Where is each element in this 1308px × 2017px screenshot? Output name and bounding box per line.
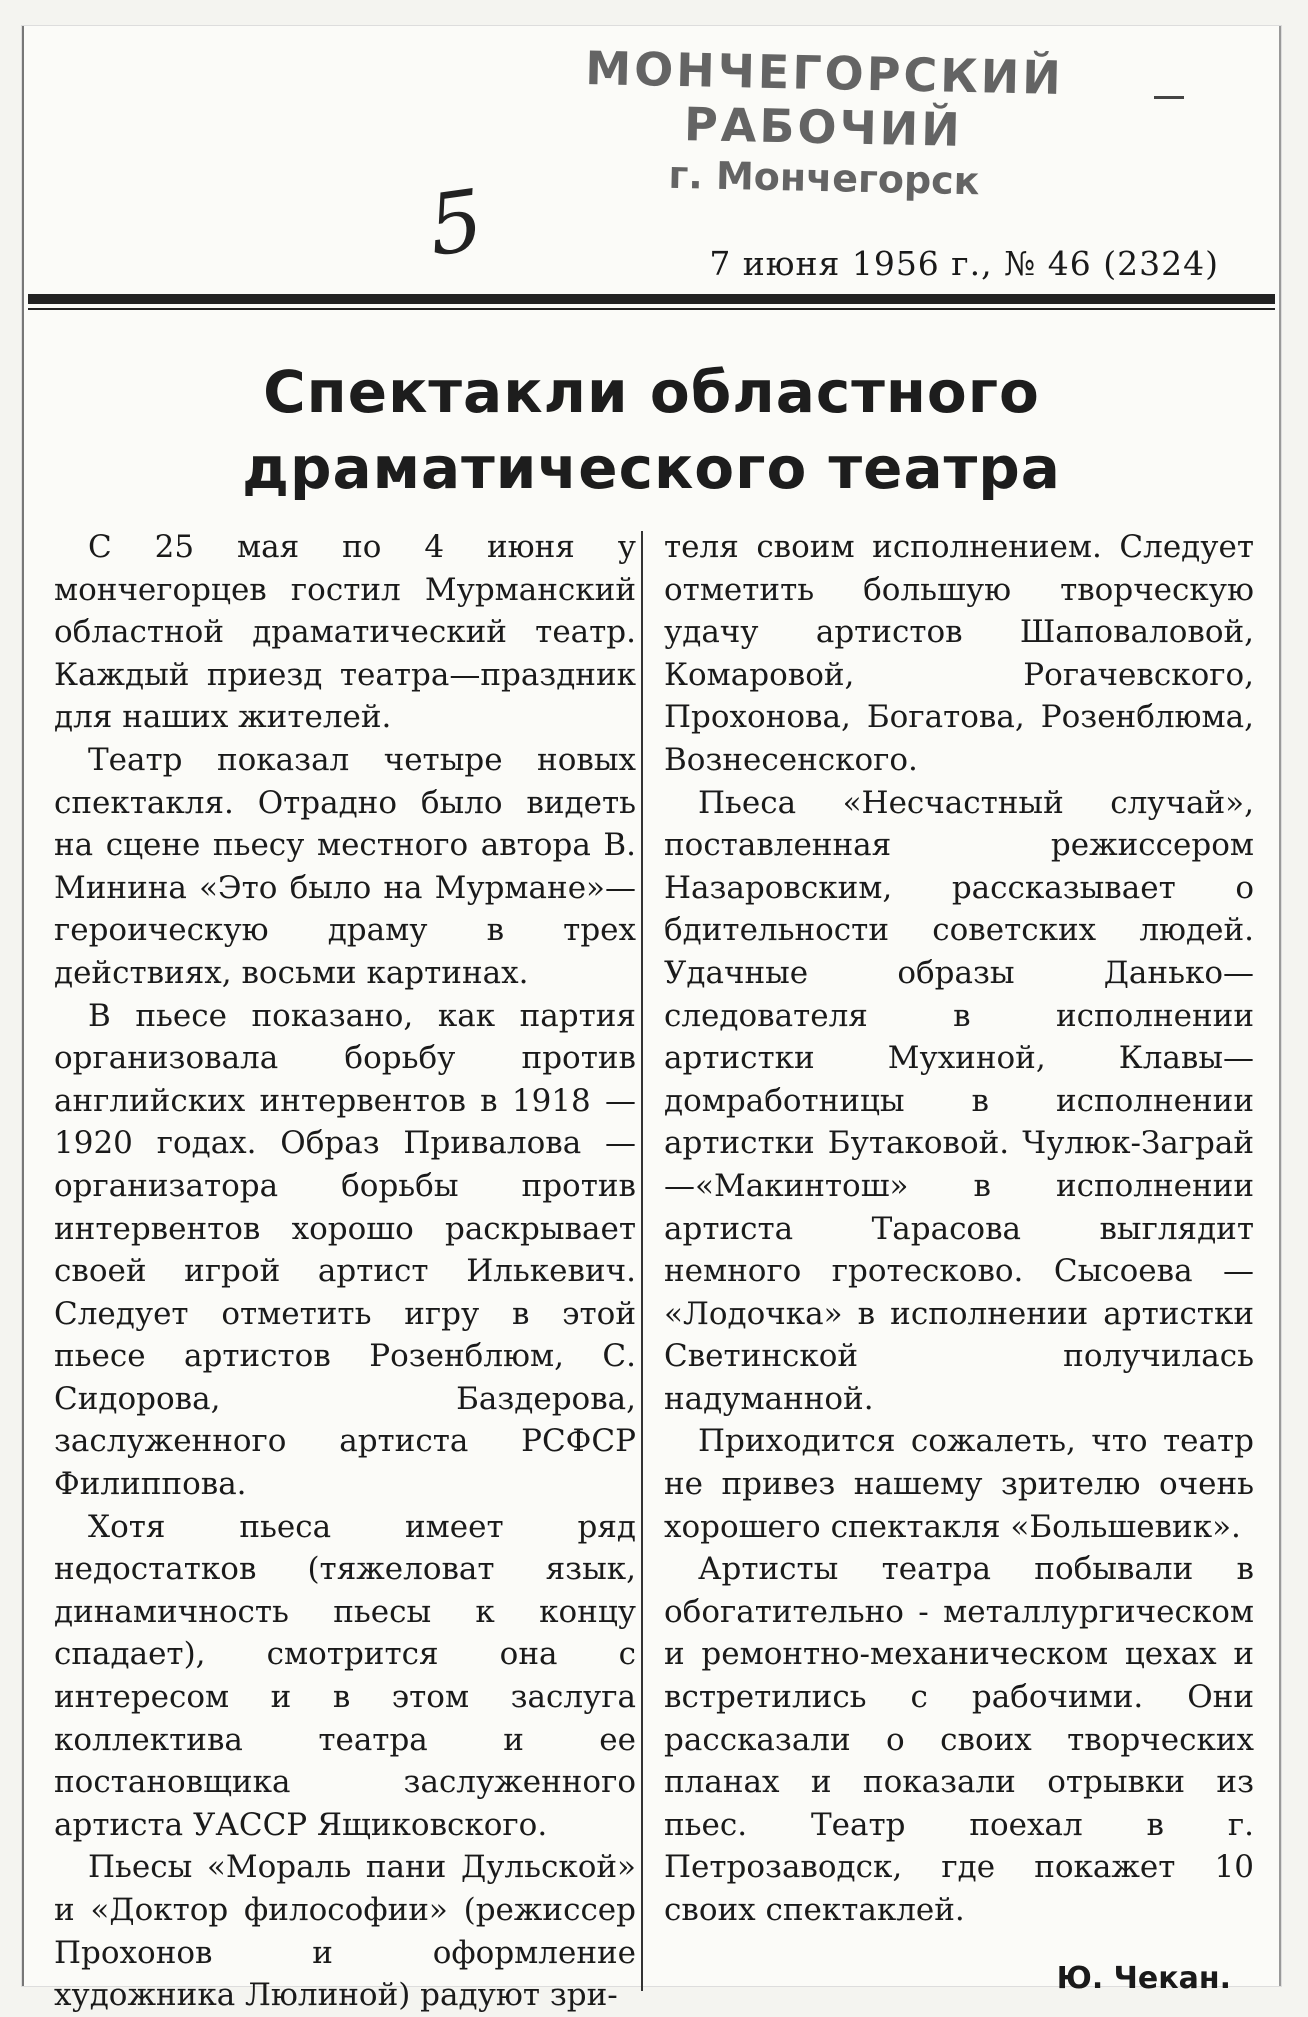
- paragraph: Артисты театра побывали в обогатительно - металлургическом и ремонтно-механическом цехах и встретились с рабочими. Они рассказали о своих творческих планах и показали отрывки из пьес. Театр поехал в г. Петрозаводск, где покажет 10 своих спектаклей.: [664, 1551, 1254, 1928]
- article-left-column: [54, 526, 636, 2017]
- masthead-thin-rule: [28, 308, 1275, 310]
- paragraph: Пьеса «Несчастный случай», поставленная режиссером Назаровским, рассказывает о бдительности советских людей. Удачные образы Данько—следователя в исполнении артистки Мухиной, Клавы—домработницы в исполнении артистки Бутаковой. Чулюк-Заграй—«Макинтош» в исполнении артиста Тарасова выглядит немного гротесково. Сысоева — «Лодочка» в исполнении артистки Светинской получилась надуманной.: [664, 784, 1254, 1417]
- paragraph: С 25 мая по 4 июня у мончегорцев гостил Мурманский областной драматический театр. Каждый приезд театра—праздник для наших жителей.: [54, 529, 636, 736]
- article-headline: [64, 354, 1239, 506]
- headline-line-1: Спектакли областного: [263, 358, 1040, 426]
- paragraph: Театр показал четыре новых спектакля. Отрадно было видеть на сцене пьесу местного автора В. Минина «Это было на Мурмане»—героическую драму в трех действиях, восьми картинах.: [54, 741, 636, 991]
- headline-line-2: драматического театра: [242, 434, 1061, 502]
- stamp-line-2: г. Мончегорск: [668, 152, 980, 204]
- issue-dateline: 7 июня 1956 г., № 46 (2324): [709, 244, 1219, 283]
- newspaper-name-stamp: [514, 41, 1134, 204]
- stamp-line-1: МОНЧЕГОРСКИЙ РАБОЧИЙ: [584, 41, 1065, 157]
- paragraph: Приходится сожалеть, что театр не привез нашему зрителю очень хорошего спектакля «Большевик».: [664, 1423, 1254, 1545]
- handwritten-number: 5: [422, 170, 490, 276]
- paragraph: Пьесы «Мораль пани Дульской» и «Доктор философии» (режиссер Прохонов и оформление художника Люлиной) радуют зри-: [54, 1849, 636, 2014]
- margin-dash: [1154, 96, 1184, 99]
- article-right-column: [664, 526, 1254, 1932]
- column-divider: [641, 531, 643, 1991]
- paragraph: В пьесе показано, как партия организовала борьбу против английских интервентов в 1918 — 1920 годах. Образ Привалова — организатора борьбы против интервентов хорошо раскрывает своей игрой артист Илькевич. Следует отметить игру в этой пьесе артистов Розенблюм, С. Сидорова, Баздерова, заслуженного артиста РСФСР Филиппова.: [54, 997, 636, 1503]
- masthead-rule: [28, 294, 1275, 304]
- newspaper-clipping: [22, 26, 1281, 2014]
- paragraph-continuation: теля своим исполнением. Следует отметить большую творческую удачу артистов Шаповаловой, Комаровой, Рогачевского, Прохонова, Богатова, Розенблюма, Вознесенского.: [664, 529, 1254, 778]
- author-signature: Ю. Чекан.: [1056, 1961, 1231, 1996]
- paragraph: Хотя пьеса имеет ряд недостатков (тяжеловат язык, динамичность пьесы к концу спадает), смотрится она с интересом и в этом заслуга коллектива театра и ее постановщика заслуженного артиста УАССР Ящиковского.: [54, 1508, 636, 1843]
